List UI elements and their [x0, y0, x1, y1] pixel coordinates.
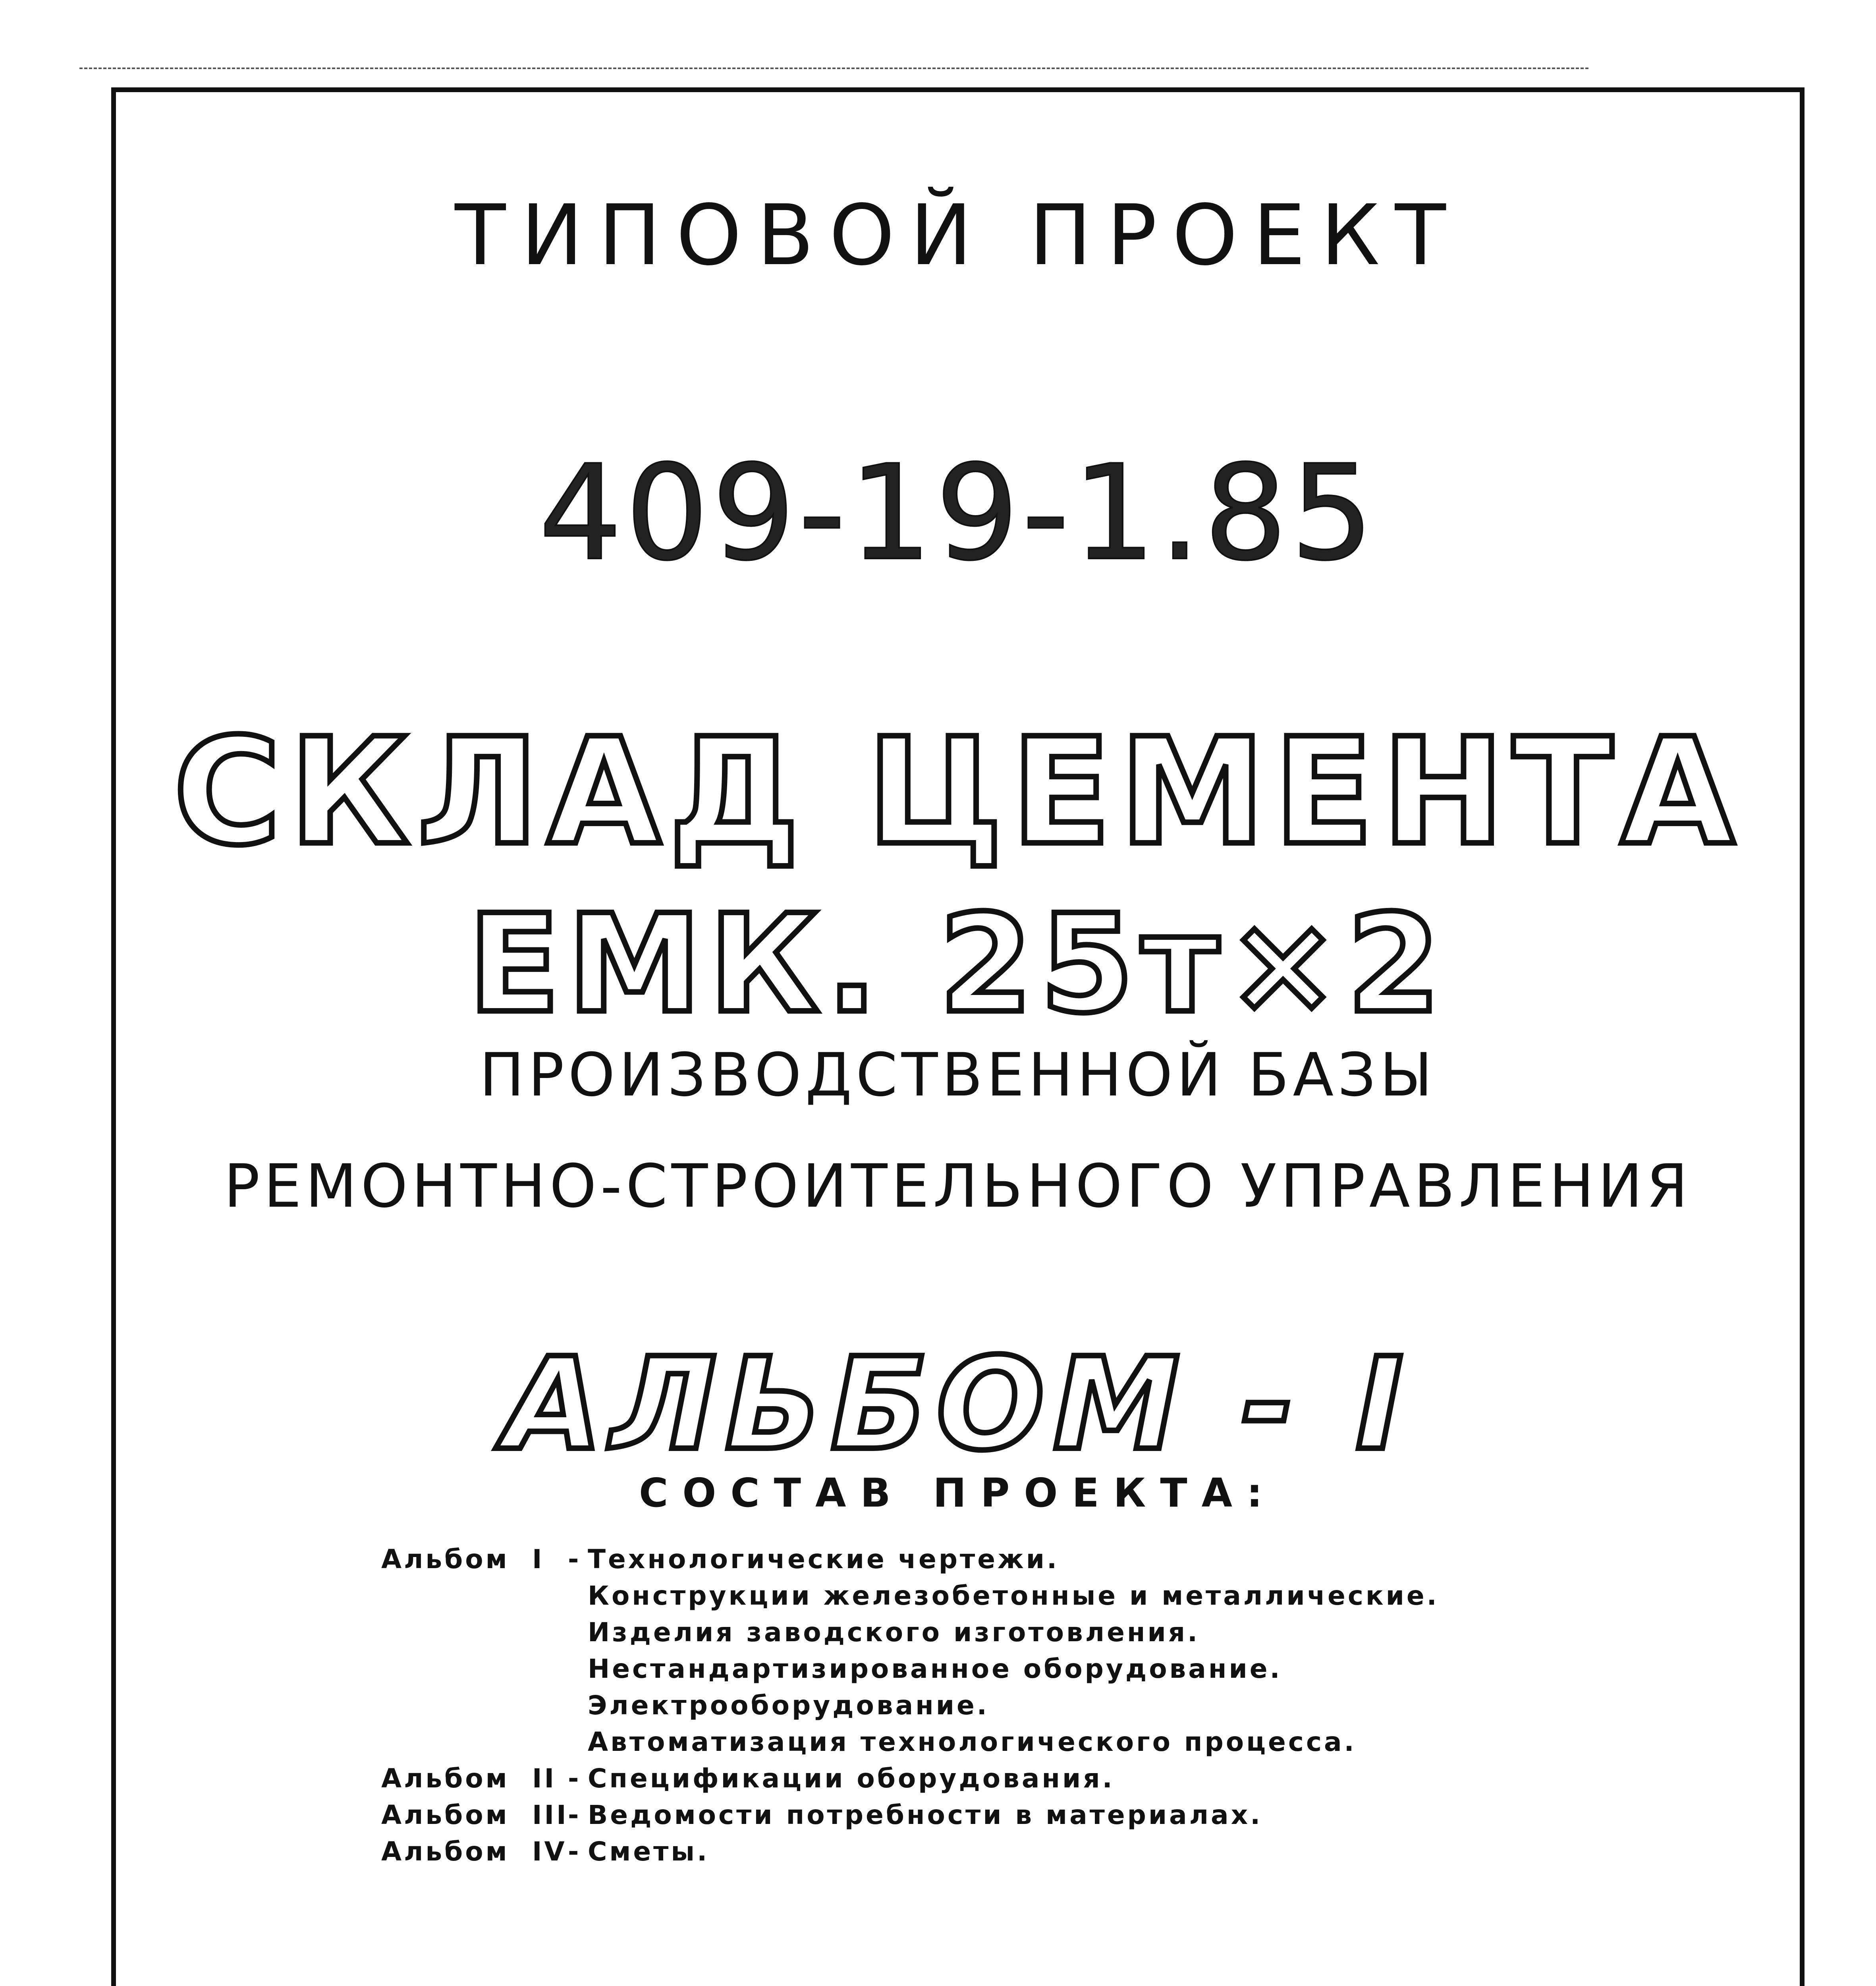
- title-line-2: ЕМК. 25т×2: [468, 886, 1448, 1043]
- album-label: Альбом: [381, 1763, 510, 1794]
- album-item-text: Изделия заводского изготовления.: [588, 1617, 1200, 1648]
- album-item-text: Конструкции железобетонные и металлические.: [588, 1580, 1439, 1611]
- album-item-text: Автоматизация технологического процесса.: [588, 1727, 1357, 1757]
- album-title: АЛЬБОМ - I: [504, 1331, 1412, 1478]
- album-item-text: Сметы.: [588, 1836, 710, 1867]
- album-item-text: Технологические чертежи.: [588, 1544, 1060, 1575]
- contents-heading: СОСТАВ ПРОЕКТА:: [639, 1470, 1277, 1516]
- album-item-text: Ведомости потребности в материалах.: [588, 1800, 1263, 1830]
- album-roman: II: [532, 1763, 557, 1794]
- dash: -: [568, 1836, 581, 1867]
- album-item-text: Электрооборудование.: [588, 1690, 989, 1721]
- dash: -: [568, 1544, 581, 1575]
- subtitle-line-2: РЕМОНТНО-СТРОИТЕЛЬНОГО УПРАВЛЕНИЯ: [224, 1152, 1692, 1221]
- trim-line: [79, 68, 1588, 69]
- album-label: Альбом: [381, 1544, 510, 1575]
- album-item-text: Спецификации оборудования.: [588, 1763, 1115, 1794]
- project-number: 409-19-1.85: [538, 437, 1377, 589]
- dash: -: [568, 1763, 581, 1794]
- album-roman: IV: [532, 1836, 567, 1867]
- album-item-text: Нестандартизированное оборудование.: [588, 1654, 1282, 1684]
- album-label: Альбом: [381, 1800, 510, 1830]
- dash: -: [568, 1800, 581, 1830]
- album-roman: I: [532, 1544, 544, 1575]
- album-roman: III: [532, 1800, 569, 1830]
- album-label: Альбом: [381, 1836, 510, 1867]
- subtitle-line-1: ПРОИЗВОДСТВЕННОЙ БАЗЫ: [479, 1041, 1436, 1110]
- title-line-1: СКЛАД ЦЕМЕНТА: [173, 707, 1743, 878]
- project-type: ТИПОВОЙ ПРОЕКТ: [455, 187, 1461, 284]
